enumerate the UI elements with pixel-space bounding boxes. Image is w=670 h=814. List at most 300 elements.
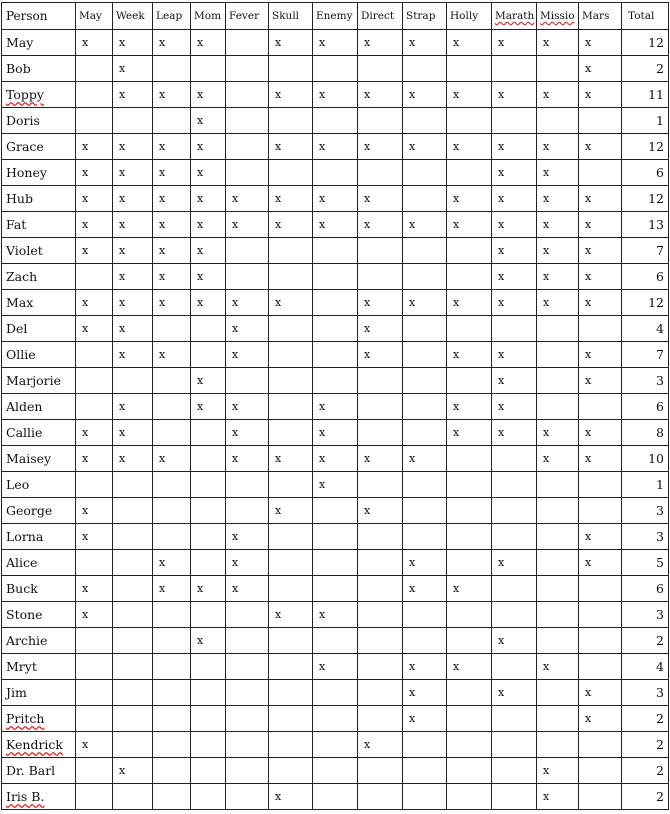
mark-cell: x	[76, 212, 113, 238]
person-name: Del	[2, 316, 76, 342]
mark-cell: x	[269, 290, 313, 316]
mark-cell: x	[492, 212, 537, 238]
mark-cell	[447, 160, 492, 186]
mark-cell: x	[537, 82, 579, 108]
mark-cell	[492, 732, 537, 758]
mark-cell: x	[226, 342, 269, 368]
mark-cell	[269, 576, 313, 602]
mark-cell	[579, 472, 622, 498]
column-header-skull: Skull	[269, 3, 313, 30]
mark-cell	[313, 498, 358, 524]
mark-cell: x	[191, 134, 226, 160]
mark-cell	[191, 498, 226, 524]
mark-cell: x	[226, 524, 269, 550]
person-name: Jim	[2, 680, 76, 706]
mark-cell	[579, 654, 622, 680]
mark-cell: x	[537, 654, 579, 680]
mark-cell: x	[113, 160, 153, 186]
mark-cell	[269, 264, 313, 290]
table-row	[2, 576, 669, 602]
mark-cell	[447, 602, 492, 628]
mark-cell: x	[313, 472, 358, 498]
mark-cell: x	[492, 82, 537, 108]
mark-cell: x	[537, 420, 579, 446]
table-row	[2, 420, 669, 446]
mark-cell	[579, 498, 622, 524]
mark-cell: x	[113, 446, 153, 472]
mark-cell: x	[191, 290, 226, 316]
mark-cell	[403, 498, 447, 524]
table-row	[2, 30, 669, 56]
total-cell: 6	[622, 264, 669, 290]
table-row	[2, 602, 669, 628]
mark-cell	[358, 238, 403, 264]
mark-cell	[358, 628, 403, 654]
mark-cell	[358, 784, 403, 810]
person-name: Hub	[2, 186, 76, 212]
mark-cell	[447, 628, 492, 654]
mark-cell	[313, 316, 358, 342]
mark-cell: x	[492, 394, 537, 420]
mark-cell: x	[447, 576, 492, 602]
total-cell: 3	[622, 680, 669, 706]
mark-cell	[113, 472, 153, 498]
mark-cell	[403, 56, 447, 82]
person-name: Violet	[2, 238, 76, 264]
table-row	[2, 524, 669, 550]
mark-cell	[358, 472, 403, 498]
mark-cell	[226, 758, 269, 784]
mark-cell	[76, 394, 113, 420]
mark-cell: x	[76, 238, 113, 264]
table-row	[2, 628, 669, 654]
mark-cell	[269, 654, 313, 680]
mark-cell	[76, 550, 113, 576]
mark-cell: x	[579, 212, 622, 238]
mark-cell	[403, 316, 447, 342]
mark-cell	[403, 394, 447, 420]
mark-cell	[313, 680, 358, 706]
mark-cell	[76, 758, 113, 784]
mark-cell	[492, 446, 537, 472]
mark-cell	[537, 732, 579, 758]
mark-cell: x	[358, 290, 403, 316]
mark-cell: x	[358, 316, 403, 342]
mark-cell	[269, 316, 313, 342]
mark-cell: x	[579, 342, 622, 368]
mark-cell	[447, 524, 492, 550]
mark-cell: x	[403, 446, 447, 472]
mark-cell	[191, 524, 226, 550]
mark-cell: x	[153, 550, 191, 576]
table-row	[2, 212, 669, 238]
mark-cell: x	[403, 550, 447, 576]
mark-cell	[226, 134, 269, 160]
mark-cell: x	[579, 680, 622, 706]
mark-cell	[579, 758, 622, 784]
mark-cell	[269, 108, 313, 134]
mark-cell: x	[579, 290, 622, 316]
mark-cell: x	[76, 134, 113, 160]
mark-cell: x	[269, 30, 313, 56]
mark-cell	[358, 524, 403, 550]
mark-cell: x	[537, 264, 579, 290]
mark-cell	[358, 264, 403, 290]
mark-cell	[403, 420, 447, 446]
mark-cell: x	[447, 82, 492, 108]
total-cell: 6	[622, 160, 669, 186]
mark-cell: x	[492, 30, 537, 56]
mark-cell	[403, 472, 447, 498]
mark-cell	[537, 368, 579, 394]
mark-cell	[76, 56, 113, 82]
mark-cell	[313, 238, 358, 264]
mark-cell: x	[492, 550, 537, 576]
mark-cell: x	[358, 212, 403, 238]
mark-cell: x	[579, 56, 622, 82]
total-cell: 2	[622, 732, 669, 758]
mark-cell: x	[447, 30, 492, 56]
mark-cell	[113, 732, 153, 758]
mark-cell: x	[153, 342, 191, 368]
mark-cell: x	[76, 446, 113, 472]
mark-cell	[269, 420, 313, 446]
mark-cell: x	[153, 576, 191, 602]
mark-cell: x	[113, 394, 153, 420]
mark-cell	[403, 342, 447, 368]
mark-cell: x	[537, 784, 579, 810]
total-cell: 4	[622, 654, 669, 680]
mark-cell: x	[113, 316, 153, 342]
column-header-total: Total	[622, 3, 669, 30]
mark-cell	[113, 680, 153, 706]
person-name: Toppy	[2, 82, 76, 108]
total-cell: 1	[622, 472, 669, 498]
mark-cell: x	[76, 524, 113, 550]
column-header-week: Week	[113, 3, 153, 30]
person-name: Max	[2, 290, 76, 316]
person-name: Stone	[2, 602, 76, 628]
mark-cell: x	[358, 30, 403, 56]
mark-cell: x	[492, 368, 537, 394]
mark-cell: x	[579, 550, 622, 576]
person-name: Marjorie	[2, 368, 76, 394]
table-row	[2, 680, 669, 706]
mark-cell: x	[492, 160, 537, 186]
mark-cell	[313, 784, 358, 810]
total-cell: 11	[622, 82, 669, 108]
mark-cell	[269, 472, 313, 498]
table-row	[2, 316, 669, 342]
mark-cell	[113, 602, 153, 628]
mark-cell	[76, 706, 113, 732]
mark-cell	[313, 342, 358, 368]
mark-cell	[113, 368, 153, 394]
mark-cell: x	[358, 134, 403, 160]
column-header-mom: Mom	[191, 3, 226, 30]
mark-cell	[313, 264, 358, 290]
table-row	[2, 784, 669, 810]
mark-cell	[226, 368, 269, 394]
mark-cell	[313, 576, 358, 602]
mark-cell	[313, 628, 358, 654]
mark-cell	[313, 732, 358, 758]
mark-cell: x	[579, 420, 622, 446]
mark-cell	[447, 446, 492, 472]
mark-cell: x	[191, 394, 226, 420]
mark-cell	[226, 238, 269, 264]
mark-cell: x	[226, 186, 269, 212]
mark-cell: x	[492, 680, 537, 706]
mark-cell: x	[358, 342, 403, 368]
total-cell: 3	[622, 498, 669, 524]
mark-cell	[226, 472, 269, 498]
mark-cell	[226, 680, 269, 706]
mark-cell	[537, 498, 579, 524]
mark-cell	[153, 732, 191, 758]
mark-cell	[191, 758, 226, 784]
table-row	[2, 342, 669, 368]
mark-cell	[76, 654, 113, 680]
mark-cell	[313, 758, 358, 784]
person-name: Honey	[2, 160, 76, 186]
mark-cell	[191, 784, 226, 810]
mark-cell: x	[226, 576, 269, 602]
mark-cell: x	[153, 186, 191, 212]
mark-cell: x	[403, 134, 447, 160]
total-cell: 8	[622, 420, 669, 446]
mark-cell	[113, 108, 153, 134]
table-row	[2, 56, 669, 82]
mark-cell	[447, 56, 492, 82]
mark-cell: x	[579, 238, 622, 264]
mark-cell: x	[113, 56, 153, 82]
mark-cell	[269, 394, 313, 420]
mark-cell: x	[537, 446, 579, 472]
mark-cell: x	[269, 446, 313, 472]
mark-cell: x	[403, 30, 447, 56]
mark-cell	[153, 654, 191, 680]
mark-cell	[492, 758, 537, 784]
mark-cell: x	[537, 212, 579, 238]
mark-cell	[537, 316, 579, 342]
mark-cell: x	[447, 654, 492, 680]
mark-cell	[447, 784, 492, 810]
table-row	[2, 654, 669, 680]
mark-cell	[226, 264, 269, 290]
mark-cell	[537, 628, 579, 654]
mark-cell: x	[113, 420, 153, 446]
mark-cell: x	[579, 264, 622, 290]
mark-cell	[447, 758, 492, 784]
mark-cell	[226, 628, 269, 654]
mark-cell: x	[492, 628, 537, 654]
mark-cell: x	[492, 238, 537, 264]
mark-cell	[269, 628, 313, 654]
mark-cell	[76, 342, 113, 368]
mark-cell	[313, 108, 358, 134]
mark-cell: x	[537, 758, 579, 784]
mark-cell: x	[447, 342, 492, 368]
mark-cell	[226, 82, 269, 108]
mark-cell	[153, 368, 191, 394]
total-cell: 7	[622, 238, 669, 264]
mark-cell	[191, 342, 226, 368]
mark-cell	[191, 680, 226, 706]
person-name: Zach	[2, 264, 76, 290]
mark-cell: x	[313, 212, 358, 238]
mark-cell	[191, 602, 226, 628]
mark-cell	[537, 108, 579, 134]
mark-cell	[153, 394, 191, 420]
total-cell: 1	[622, 108, 669, 134]
mark-cell	[358, 758, 403, 784]
mark-cell: x	[358, 186, 403, 212]
mark-cell: x	[313, 602, 358, 628]
mark-cell: x	[153, 212, 191, 238]
mark-cell: x	[113, 290, 153, 316]
mark-cell	[537, 576, 579, 602]
mark-cell	[113, 706, 153, 732]
mark-cell	[191, 732, 226, 758]
person-name: Doris	[2, 108, 76, 134]
mark-cell	[579, 784, 622, 810]
mark-cell: x	[403, 706, 447, 732]
mark-cell	[579, 316, 622, 342]
mark-cell: x	[76, 732, 113, 758]
mark-cell	[403, 264, 447, 290]
mark-cell	[358, 160, 403, 186]
mark-cell: x	[153, 30, 191, 56]
mark-cell	[492, 784, 537, 810]
mark-cell	[153, 628, 191, 654]
mark-cell: x	[492, 264, 537, 290]
header-row	[2, 3, 669, 30]
total-cell: 2	[622, 628, 669, 654]
mark-cell	[537, 602, 579, 628]
mark-cell: x	[447, 212, 492, 238]
mark-cell	[358, 108, 403, 134]
mark-cell: x	[492, 342, 537, 368]
mark-cell	[226, 732, 269, 758]
mark-cell	[537, 680, 579, 706]
column-header-leap: Leap	[153, 3, 191, 30]
total-cell: 10	[622, 446, 669, 472]
mark-cell	[269, 160, 313, 186]
mark-cell: x	[113, 186, 153, 212]
mark-cell: x	[226, 550, 269, 576]
mark-cell: x	[447, 186, 492, 212]
mark-cell: x	[537, 134, 579, 160]
mark-cell	[226, 784, 269, 810]
mark-cell: x	[269, 134, 313, 160]
table-row	[2, 290, 669, 316]
mark-cell: x	[358, 498, 403, 524]
table-row	[2, 706, 669, 732]
person-name: Maisey	[2, 446, 76, 472]
mark-cell	[269, 706, 313, 732]
mark-cell	[113, 628, 153, 654]
mark-cell	[226, 160, 269, 186]
mark-cell: x	[191, 576, 226, 602]
person-name: Callie	[2, 420, 76, 446]
mark-cell	[153, 680, 191, 706]
total-cell: 5	[622, 550, 669, 576]
mark-cell: x	[579, 82, 622, 108]
column-header-enemy: Enemy	[313, 3, 358, 30]
table-row	[2, 472, 669, 498]
total-cell: 12	[622, 134, 669, 160]
total-cell: 6	[622, 576, 669, 602]
mark-cell: x	[76, 498, 113, 524]
mark-cell	[403, 160, 447, 186]
mark-cell: x	[191, 264, 226, 290]
person-name: Buck	[2, 576, 76, 602]
mark-cell: x	[537, 30, 579, 56]
table-row	[2, 758, 669, 784]
column-header-strap: Strap	[403, 3, 447, 30]
mark-cell: x	[191, 368, 226, 394]
mark-cell: x	[403, 290, 447, 316]
table-row	[2, 498, 669, 524]
mark-cell	[447, 316, 492, 342]
mark-cell: x	[403, 576, 447, 602]
mark-cell: x	[403, 212, 447, 238]
mark-cell	[403, 368, 447, 394]
tally-table	[1, 2, 669, 810]
table-row	[2, 186, 669, 212]
mark-cell	[537, 472, 579, 498]
mark-cell: x	[153, 290, 191, 316]
total-cell: 2	[622, 758, 669, 784]
mark-cell	[153, 472, 191, 498]
mark-cell	[403, 628, 447, 654]
mark-cell	[191, 316, 226, 342]
mark-cell	[492, 316, 537, 342]
mark-cell	[492, 576, 537, 602]
mark-cell	[113, 784, 153, 810]
mark-cell	[313, 524, 358, 550]
mark-cell: x	[579, 30, 622, 56]
mark-cell	[226, 30, 269, 56]
person-name: Alice	[2, 550, 76, 576]
table-row	[2, 160, 669, 186]
mark-cell	[76, 368, 113, 394]
mark-cell: x	[313, 82, 358, 108]
mark-cell: x	[447, 394, 492, 420]
mark-cell	[153, 602, 191, 628]
mark-cell	[358, 550, 403, 576]
person-name: George	[2, 498, 76, 524]
mark-cell: x	[113, 238, 153, 264]
mark-cell	[358, 420, 403, 446]
total-cell: 3	[622, 602, 669, 628]
mark-cell	[313, 290, 358, 316]
mark-cell	[76, 680, 113, 706]
mark-cell	[492, 524, 537, 550]
mark-cell: x	[113, 264, 153, 290]
mark-cell: x	[269, 186, 313, 212]
mark-cell	[403, 602, 447, 628]
mark-cell	[153, 498, 191, 524]
mark-cell	[403, 238, 447, 264]
mark-cell: x	[191, 108, 226, 134]
mark-cell	[447, 706, 492, 732]
mark-cell	[76, 264, 113, 290]
table-row	[2, 238, 669, 264]
mark-cell	[226, 56, 269, 82]
mark-cell	[403, 524, 447, 550]
